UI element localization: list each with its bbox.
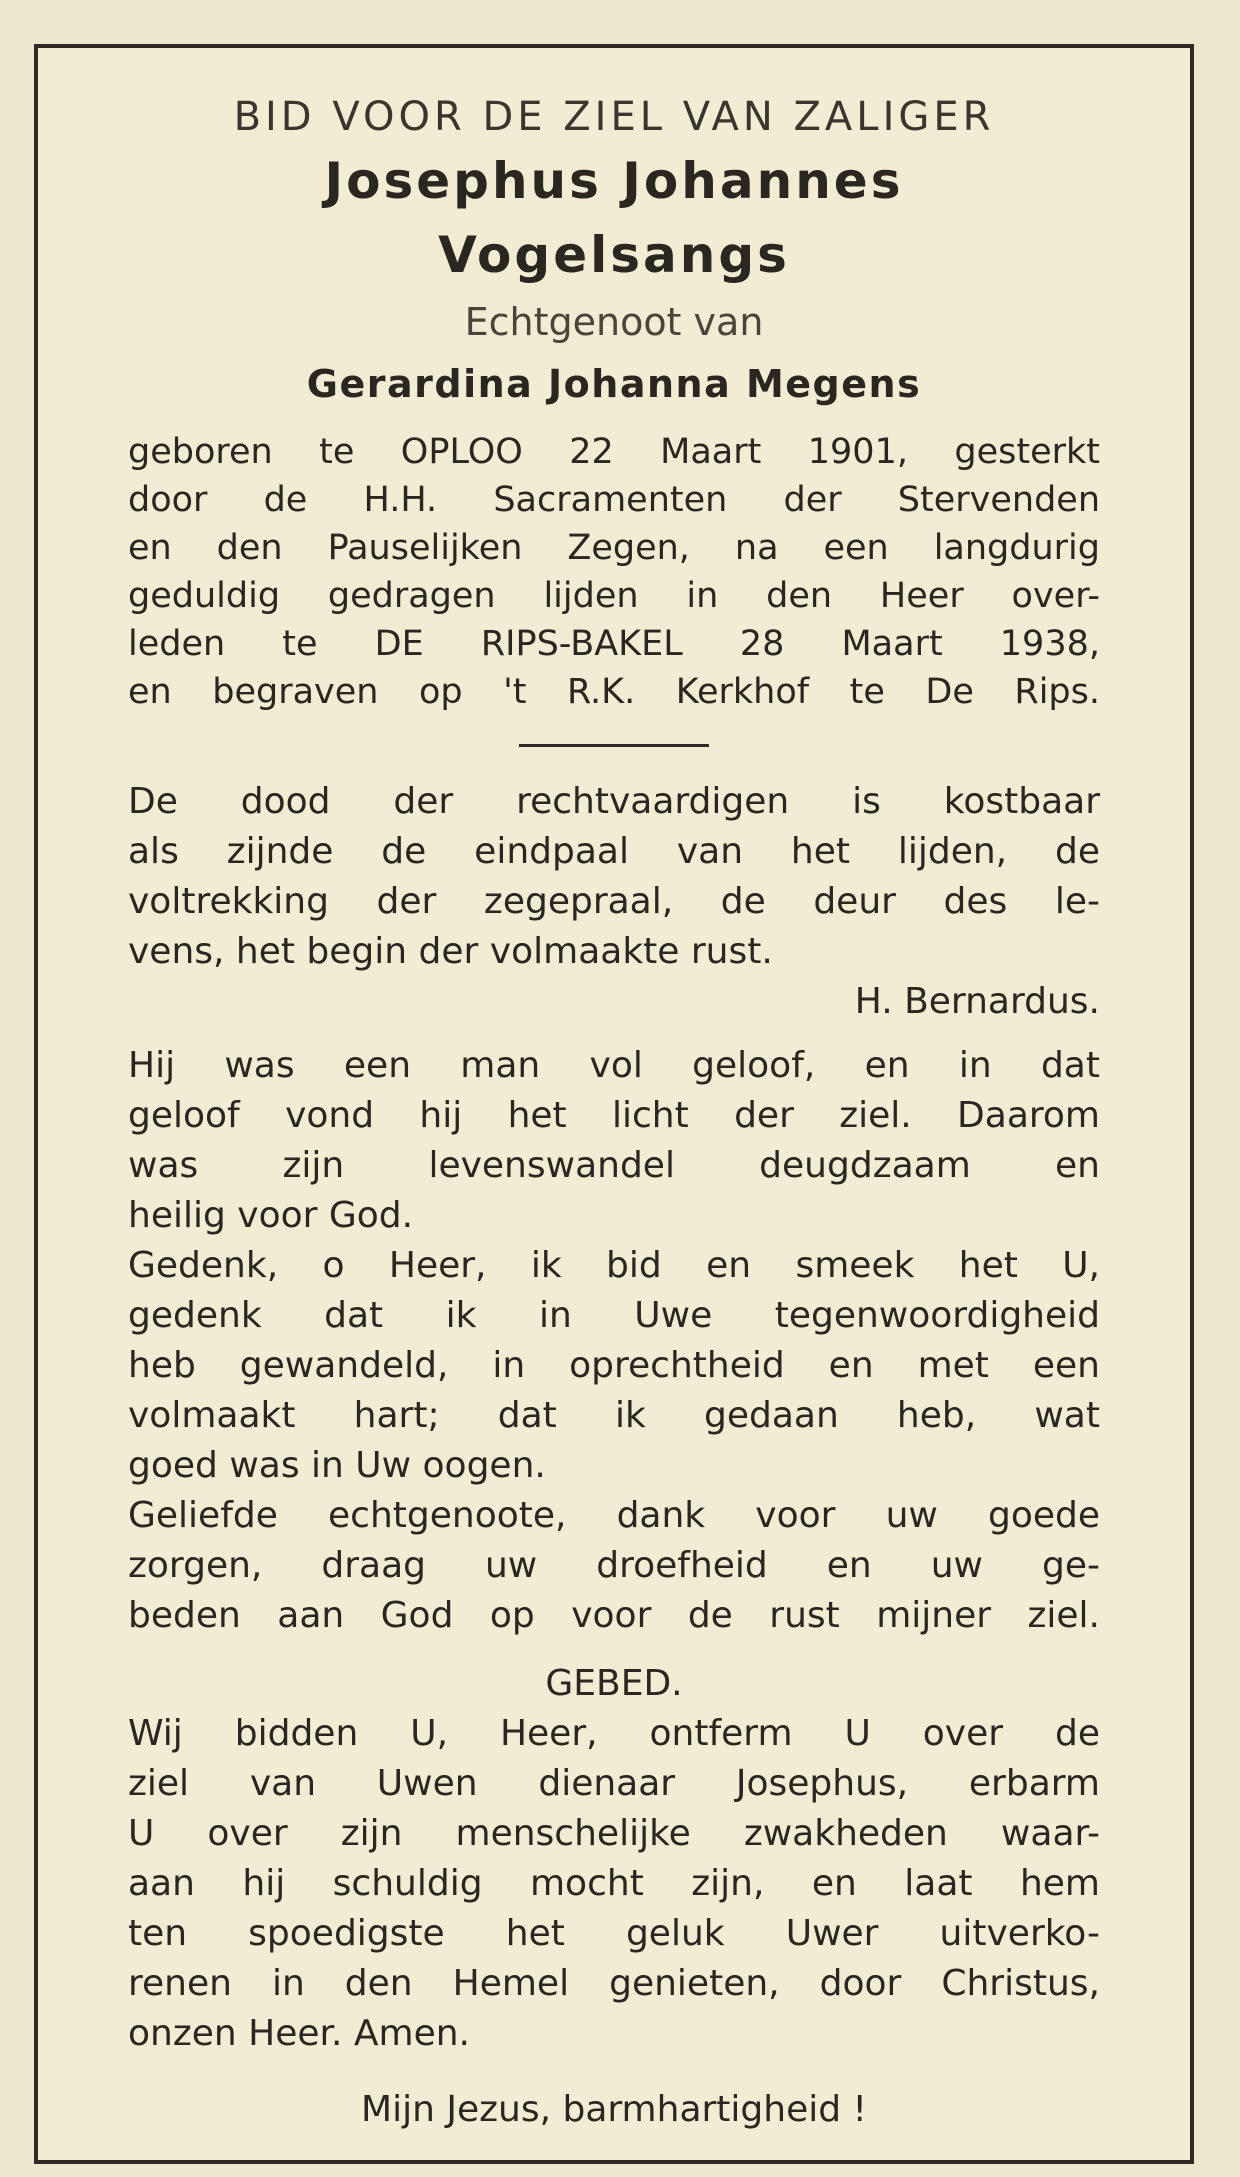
bio-line: leden te DE RIPS-BAKEL 28 Maart 1938, bbox=[128, 624, 1100, 664]
prayer-line: Wij bidden U, Heer, ontferm U over de bbox=[128, 1713, 1100, 1754]
paragraph-line: Geliefde echtgenoote, dank voor uw goede bbox=[128, 1495, 1100, 1536]
prayer-title: GEBED. bbox=[545, 1663, 683, 1704]
quote bbox=[128, 777, 1100, 977]
paragraph-line: heilig voor God. bbox=[128, 1195, 414, 1236]
paragraph-line: gedenk dat ik in Uwe tegenwoordigheid bbox=[128, 1295, 1100, 1336]
biography bbox=[128, 428, 1100, 716]
paragraph-line: volmaakt hart; dat ik gedaan heb, wat bbox=[128, 1395, 1100, 1436]
paragraph-line: heb gewandeld, in oprechtheid en met een bbox=[128, 1345, 1100, 1386]
quote-line: vens, het begin der volmaakte rust. bbox=[128, 931, 773, 972]
spacer bbox=[128, 1027, 1100, 1041]
paragraph-spouse bbox=[128, 1491, 1100, 1641]
paragraph-line: Gedenk, o Heer, ik bid en smeek het U, bbox=[128, 1245, 1100, 1286]
prayer-line: ziel van Uwen dienaar Josephus, erbarm bbox=[128, 1763, 1100, 1804]
memorial-card bbox=[34, 44, 1194, 2164]
spouse-label: Echtgenoot van bbox=[464, 300, 764, 344]
prayer-line: renen in den Hemel genieten, door Christus, bbox=[128, 1963, 1100, 2004]
prayer bbox=[128, 1709, 1100, 2059]
bio-line: geduldig gedragen lijden in den Heer over- bbox=[128, 576, 1100, 616]
paragraph-line: goed was in Uw oogen. bbox=[128, 1445, 546, 1486]
card-content bbox=[128, 84, 1100, 2135]
paragraph-line: geloof vond hij het licht der ziel. Daarom bbox=[128, 1095, 1100, 1136]
paragraph-line: zorgen, draag uw droefheid en uw ge- bbox=[128, 1545, 1100, 1586]
closing-invocation: Mijn Jezus, barmhartigheid ! bbox=[361, 2089, 867, 2130]
bio-line: geboren te OPLOO 22 Maart 1901, gesterkt bbox=[128, 432, 1100, 472]
paragraph-remember bbox=[128, 1241, 1100, 1491]
bio-line: en den Pauselijken Zegen, na een langdurig bbox=[128, 528, 1100, 568]
deceased-name-last: Vogelsangs bbox=[438, 226, 790, 284]
quote-author: H. Bernardus. bbox=[854, 981, 1100, 1022]
quote-line: De dood der rechtvaardigen is kostbaar bbox=[128, 781, 1100, 822]
paragraph-line: Hij was een man vol geloof, en in dat bbox=[128, 1045, 1100, 1086]
paragraph-line: was zijn levenswandel deugdzaam en bbox=[128, 1145, 1100, 1186]
deceased-name-first: Josephus Johannes bbox=[324, 152, 904, 210]
bio-line: door de H.H. Sacramenten der Stervenden bbox=[128, 480, 1100, 520]
quote-line: voltrekking der zegepraal, de deur des le- bbox=[128, 881, 1100, 922]
paragraph-line: beden aan God op voor de rust mijner ziel. bbox=[128, 1595, 1100, 1636]
divider bbox=[519, 744, 709, 747]
quote-line: als zijnde de eindpaal van het lijden, de bbox=[128, 831, 1100, 872]
paragraph-faith bbox=[128, 1041, 1100, 1241]
bio-line: en begraven op 't R.K. Kerkhof te De Rips. bbox=[128, 672, 1100, 712]
prayer-line: U over zijn menschelijke zwakheden waar- bbox=[128, 1813, 1100, 1854]
prayer-line: onzen Heer. Amen. bbox=[128, 2013, 470, 2054]
spouse-name: Gerardina Johanna Megens bbox=[306, 362, 922, 406]
prayer-line: aan hij schuldig mocht zijn, en laat hem bbox=[128, 1863, 1100, 1904]
prayer-line: ten spoedigste het geluk Uwer uitverko- bbox=[128, 1913, 1100, 1954]
card-header: BID VOOR DE ZIEL VAN ZALIGER bbox=[233, 94, 995, 140]
